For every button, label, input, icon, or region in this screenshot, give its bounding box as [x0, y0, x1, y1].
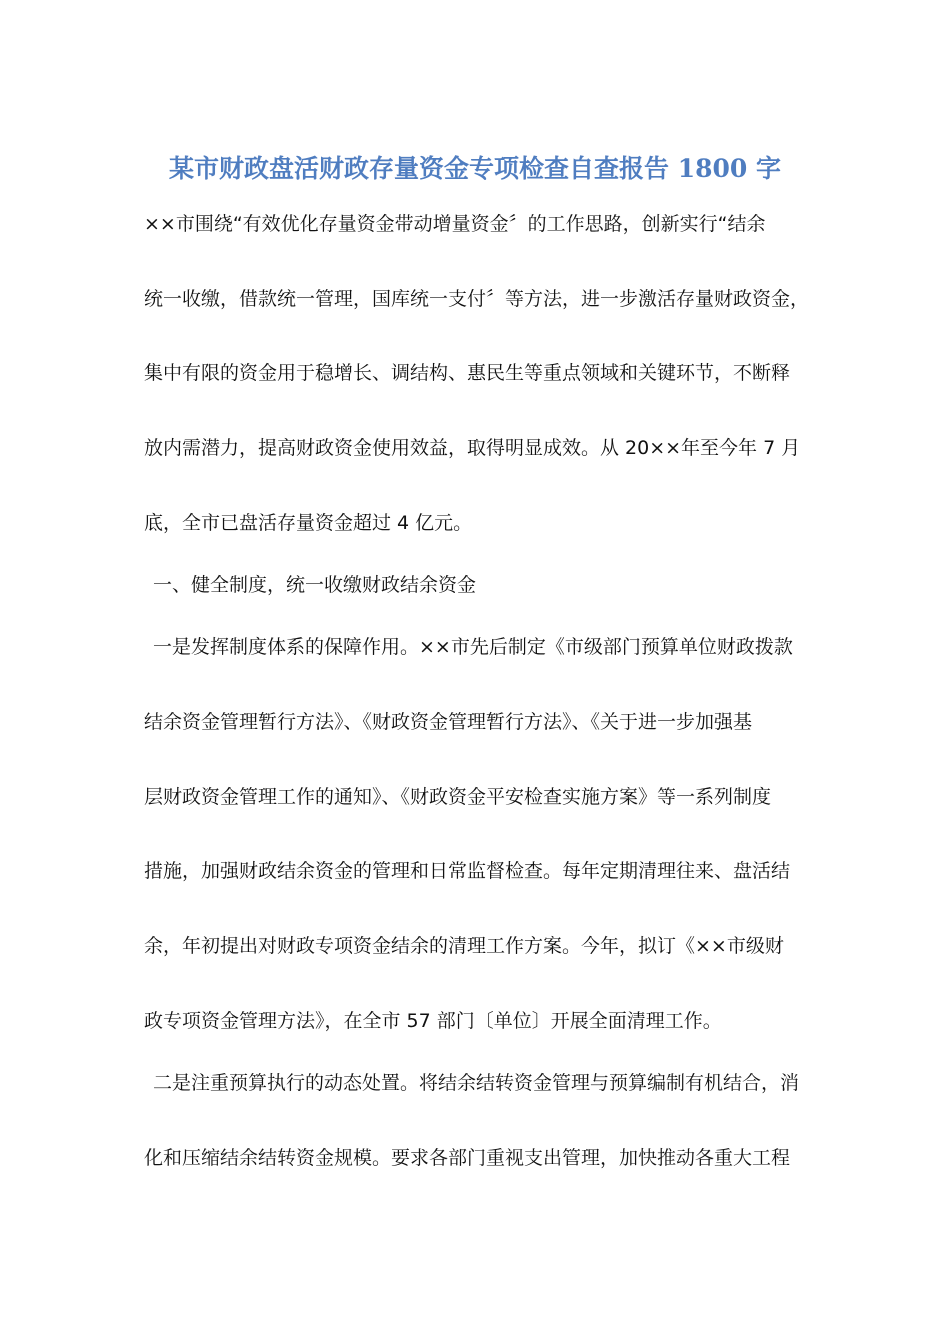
paragraph-line: 化和压缩结余结转资金规模。要求各部门重视支出管理，加快推动各重大工程: [144, 1147, 791, 1169]
paragraph-line: 政专项资金管理方法》，在全市 57 部门〔单位〕开展全面清理工作。: [144, 1010, 722, 1032]
paragraph-line: 二是注重预算执行的动态处置。将结余结转资金管理与预算编制有机结合，消: [153, 1072, 800, 1094]
paragraph-line: 集中有限的资金用于稳增长、调结构、惠民生等重点领域和关键环节，不断释: [144, 362, 791, 384]
paragraph-line: 统一收缴，借款统一管理，国库统一支付〞等方法，进一步激活存量财政资金，: [144, 288, 810, 310]
paragraph-line: 放内需潜力，提高财政资金使用效益，取得明显成效。从 20××年至今年 7 月: [144, 437, 801, 459]
section-heading: 一、健全制度，统一收缴财政结余资金: [153, 574, 477, 596]
document-title: 某市财政盘活财政存量资金专项检查自查报告 1800 字: [169, 154, 781, 183]
paragraph-line: 层财政资金管理工作的通知》、《财政资金平安检查实施方案》等一系列制度: [144, 786, 772, 808]
paragraph-line: 底，全市已盘活存量资金超过 4 亿元。: [144, 512, 473, 534]
paragraph-line: 结余资金管理暂行方法》、《财政资金管理暂行方法》、《关于进一步加强基: [144, 711, 753, 733]
paragraph-line: 一是发挥制度体系的保障作用。××市先后制定《市级部门预算单位财政拨款: [153, 636, 793, 658]
paragraph-line: ××市围绕“有效优化存量资金带动增量资金〞的工作思路，创新实行“结余: [144, 213, 766, 235]
paragraph-line: 措施，加强财政结余资金的管理和日常监督检查。每年定期清理往来、盘活结: [144, 860, 791, 882]
paragraph-line: 余，年初提出对财政专项资金结余的清理工作方案。今年，拟订《××市级财: [144, 935, 784, 957]
